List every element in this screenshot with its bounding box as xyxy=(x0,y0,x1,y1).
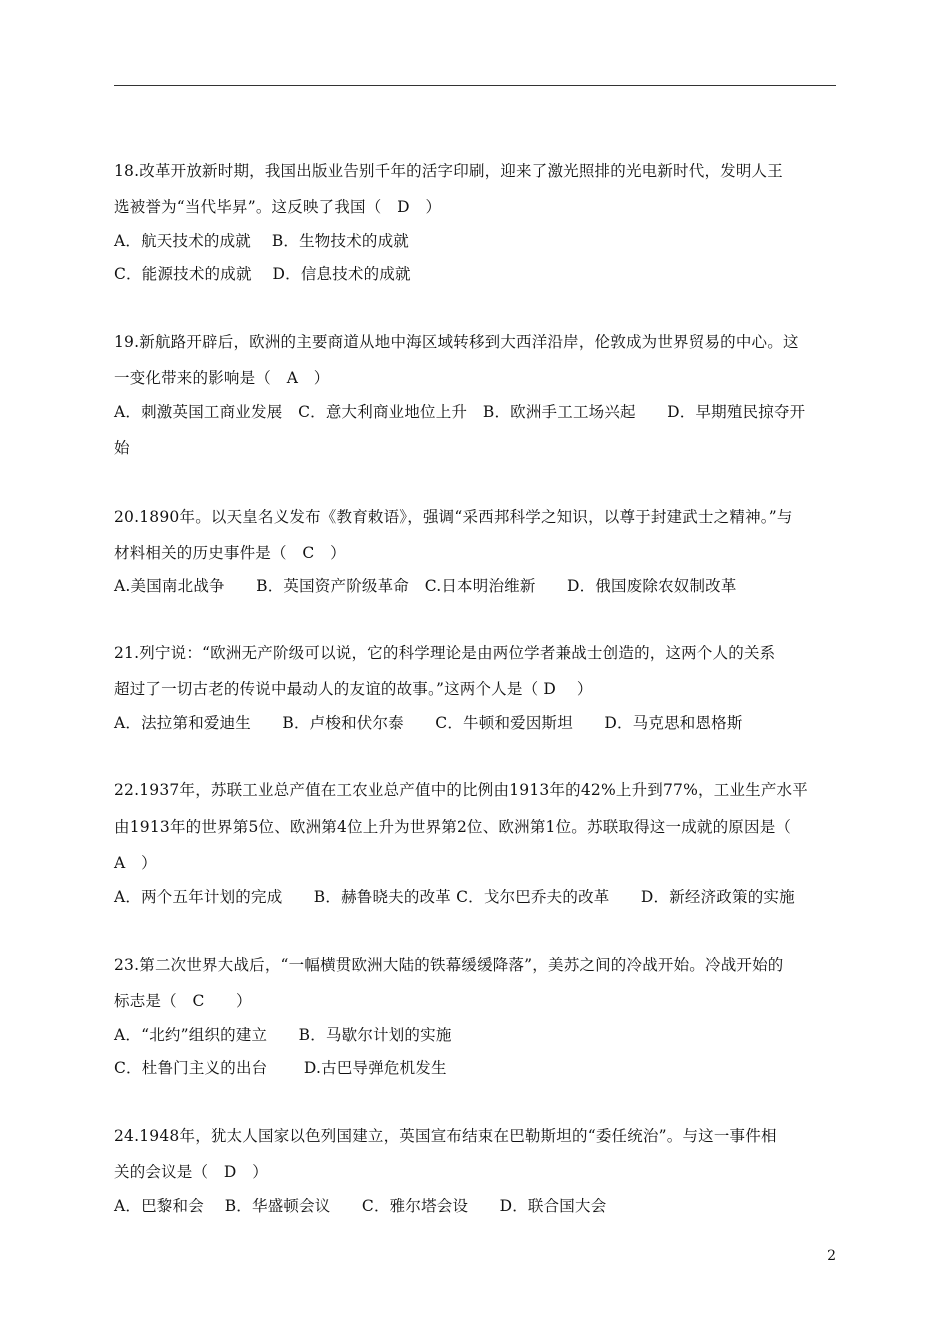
question-24-line-1: 24.1948年，犹太人国家以色列国建立，英国宣布结束在巴勒斯坦的“委任统治”。与这一事件相 xyxy=(114,1127,777,1145)
question-21-line-1: 21.列宁说：“欧洲无产阶级可以说，它的科学理论是由两位学者兼战士创造的，这两个人的关系 xyxy=(114,644,776,662)
question-19-line-1: 19.新航路开辟后，欧洲的主要商道从地中海区域转移到大西洋沿岸，伦敦成为世界贸易的中心。这 xyxy=(114,333,799,351)
question-22-line-1: 22.1937年，苏联工业总产值在工农业总产值中的比例由1913年的42%上升到77%，工业生产水平 xyxy=(114,781,808,799)
question-21-line-2: 超过了一切古老的传说中最动人的友谊的故事。”这两个人是（ D ） xyxy=(114,680,593,698)
question-22-options: A．两个五年计划的完成 B．赫鲁晓夫的改革 C．戈尔巴乔夫的改革 D．新经济政策的实施 xyxy=(114,888,795,906)
question-22-line-2: 由1913年的世界第5位、欧洲第4位上升为世界第2位、欧洲第1位。苏联取得这一成就的原因是（ xyxy=(114,818,792,836)
question-23-options-1: A．“北约”组织的建立 B．马歇尔计划的实施 xyxy=(114,1026,452,1044)
question-18-line-1: 18.改革开放新时期，我国出版业告别千年的活字印刷，迎来了激光照排的光电新时代，发明人王 xyxy=(114,162,783,180)
question-21-options: A．法拉第和爱迪生 B．卢梭和伏尔泰 C．牛顿和爱因斯坦 D．马克思和恩格斯 xyxy=(114,714,743,732)
question-24-options: A．巴黎和会 B．华盛顿会议 C．雅尔塔会设 D．联合国大会 xyxy=(114,1197,607,1215)
question-23-options-2: C．杜鲁门主义的出台 D.古巴导弹危机发生 xyxy=(114,1059,447,1077)
question-18-line-2: 选被誉为“当代毕昇”。这反映了我国（ D ） xyxy=(114,198,442,216)
question-18-options-2: C．能源技术的成就 D．信息技术的成就 xyxy=(114,265,411,283)
question-19-options-1: A．刺激英国工商业发展 C．意大利商业地位上升 B．欧洲手工工场兴起 D．早期殖民掠夺开 xyxy=(114,403,806,421)
question-23-line-2: 标志是（ C ） xyxy=(114,992,252,1010)
question-20-line-1: 20.1890年。以天皇名义发布《教育敕语》，强调“采西邦科学之知识，以尊于封建武士之精神。”与 xyxy=(114,508,793,526)
question-20-options: A.美国南北战争 B．英国资产阶级革命 C.日本明治维新 D．俄国废除农奴制改革 xyxy=(114,577,737,595)
question-19-line-2: 一变化带来的影响是（ A ） xyxy=(114,369,330,387)
question-22-line-3: A ） xyxy=(114,854,157,872)
question-20-line-2: 材料相关的历史事件是（ C ） xyxy=(114,544,346,562)
question-19-options-2: 始 xyxy=(114,439,130,457)
question-23-line-1: 23.第二次世界大战后，“一幅横贯欧洲大陆的铁幕缓缓降落”，美苏之间的冷战开始。冷战开始的 xyxy=(114,956,784,974)
question-24-line-2: 关的会议是（ D ） xyxy=(114,1163,268,1181)
page-number: 2 xyxy=(827,1248,836,1264)
header-rule xyxy=(114,85,836,86)
question-18-options-1: A．航天技术的成就 B．生物技术的成就 xyxy=(114,232,410,250)
